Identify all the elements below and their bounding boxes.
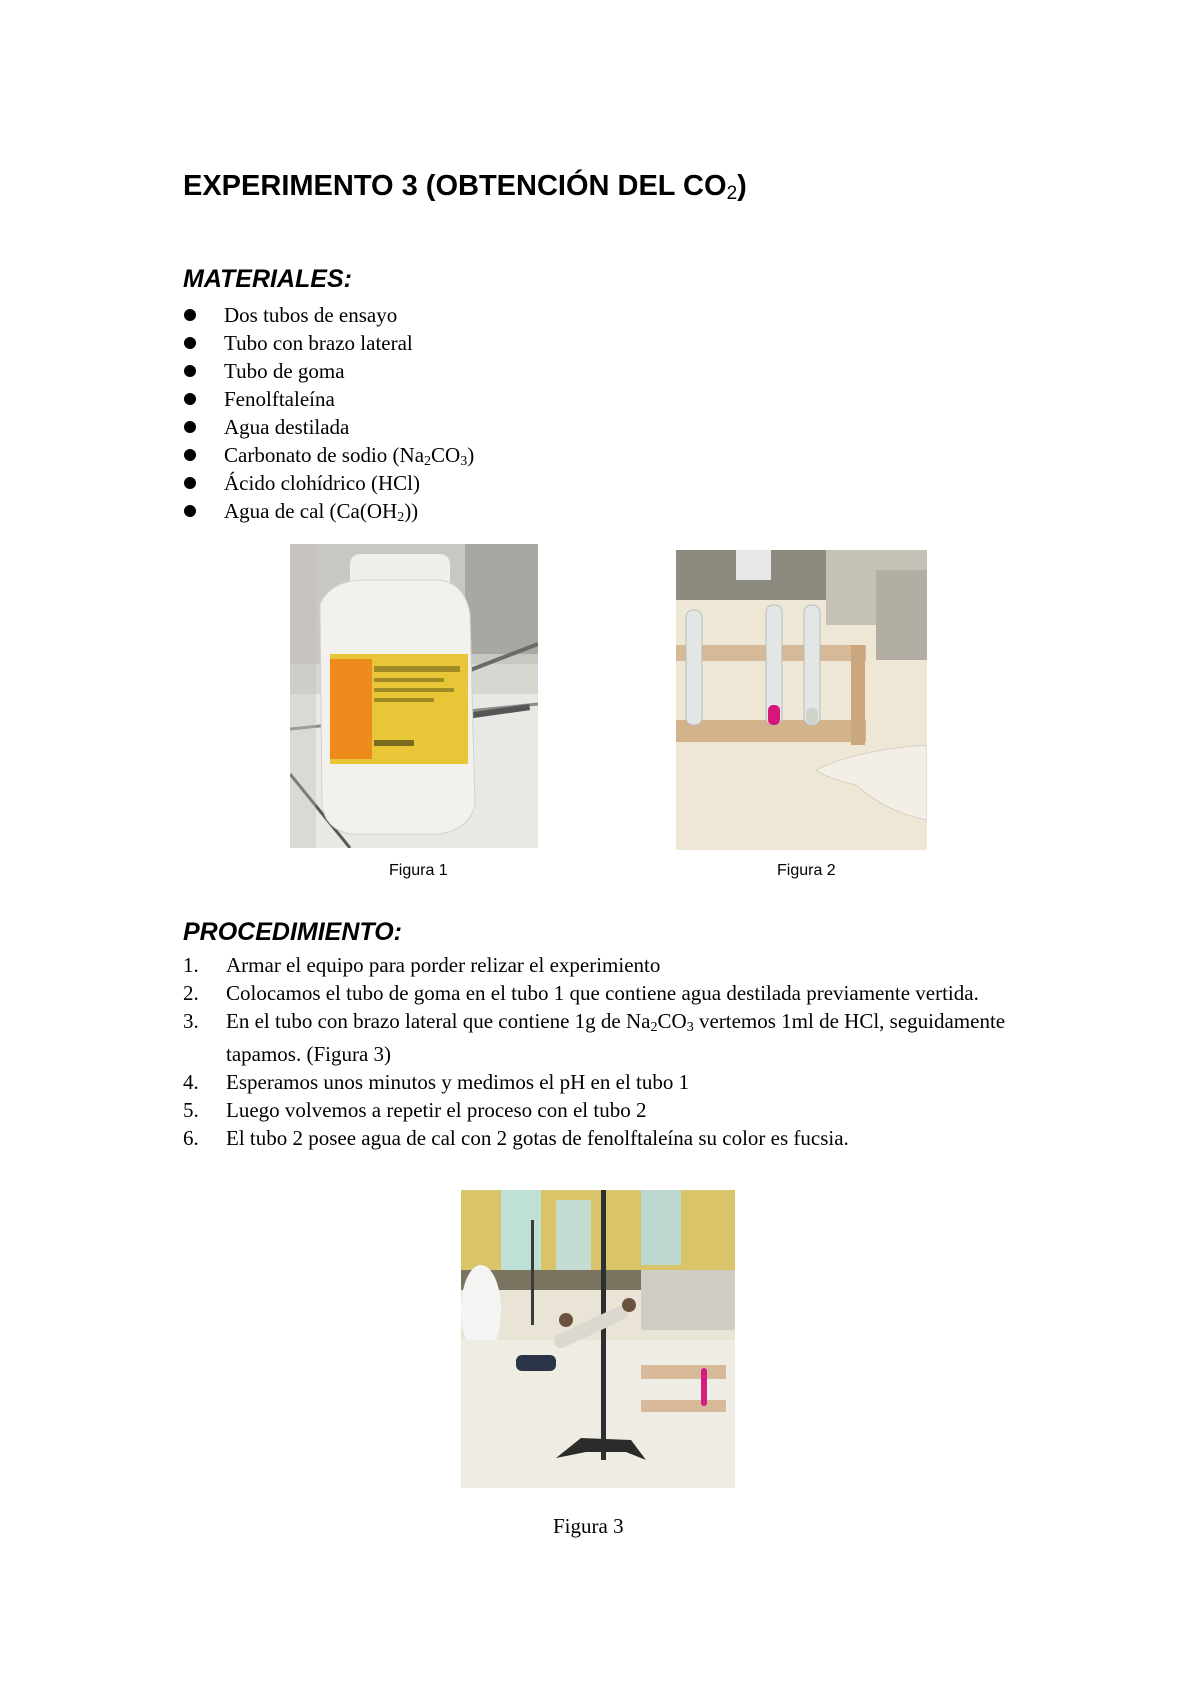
subscript: 2 — [650, 1019, 658, 1035]
list-item-text: Fenolftaleína — [224, 387, 335, 411]
step-text: Luego volvemos a repetir el proceso con el tubo 2 — [226, 1097, 647, 1122]
list-item-text: Agua destilada — [224, 415, 350, 439]
title-subscript: 2 — [726, 183, 738, 204]
subscript: 2 — [424, 454, 432, 469]
text-part: CO — [431, 443, 461, 467]
step-number: 2. — [183, 980, 199, 1005]
bullet-icon — [184, 421, 196, 433]
text-part: En el tubo con brazo lateral que contiene 1g de Na — [226, 1008, 651, 1033]
step-text: El tubo 2 posee agua de cal con 2 gotas de fenolftaleína su color es fucsia. — [226, 1125, 849, 1150]
text-part: Agua de cal (Ca(OH — [224, 499, 398, 523]
reagent-bottle-image — [290, 544, 538, 848]
text-part: ) — [467, 443, 475, 467]
figure-1-caption: Figura 1 — [389, 862, 448, 879]
figure-3-photo — [461, 1190, 735, 1488]
bullet-icon — [184, 477, 196, 489]
list-item — [183, 1125, 1043, 1153]
bullet-icon — [184, 309, 196, 321]
step-text — [226, 1009, 1005, 1067]
bullet-icon — [184, 505, 196, 517]
subscript: 3 — [460, 454, 468, 469]
test-tube-rack-image — [676, 550, 927, 850]
list-item — [183, 1008, 1043, 1070]
text-part: )) — [404, 499, 419, 523]
figure-1-photo — [290, 544, 538, 848]
title-close: ) — [737, 170, 747, 202]
lab-stand-image — [461, 1190, 735, 1488]
figure-3-caption: Figura 3 — [553, 1514, 624, 1538]
text-part: Carbonato de sodio (Na — [224, 443, 425, 467]
bullet-icon — [184, 393, 196, 405]
step-number: 5. — [183, 1097, 199, 1122]
step-number: 3. — [183, 1008, 199, 1033]
subscript: 2 — [397, 510, 405, 525]
list-item — [183, 1069, 1043, 1097]
list-item — [183, 980, 1043, 1008]
figure-2-caption: Figura 2 — [777, 862, 836, 879]
step-number: 6. — [183, 1125, 199, 1150]
list-item-text: Tubo con brazo lateral — [224, 331, 413, 355]
step-number: 1. — [183, 953, 199, 977]
bullet-icon — [184, 449, 196, 461]
subscript: 3 — [686, 1019, 694, 1035]
text-part: CO — [657, 1008, 687, 1033]
procedure-heading: PROCEDIMIENTO: — [183, 918, 402, 946]
list-item — [183, 1097, 1043, 1125]
list-item-text: Dos tubos de ensayo — [224, 303, 398, 327]
step-text: Colocamos el tubo de goma en el tubo 1 que contiene agua destilada previamente vertida. — [226, 980, 979, 1005]
list-item-text — [224, 497, 418, 532]
procedure-list — [183, 952, 1043, 1153]
list-item — [183, 952, 1043, 980]
title-text: EXPERIMENTO 3 (OBTENCIÓN DEL CO — [183, 170, 727, 202]
materials-heading: MATERIALES: — [183, 265, 352, 293]
list-item-text: Tubo de goma — [224, 359, 345, 383]
page-title — [183, 170, 747, 205]
list-item-text: Ácido clohídrico (HCl) — [224, 471, 420, 495]
step-text: Esperamos unos minutos y medimos el pH en el tubo 1 — [226, 1070, 690, 1095]
text-part: vertemos 1ml de HCl, seguidamente tapamos. (Figura 3) — [226, 1008, 1006, 1067]
figure-2-photo — [676, 550, 927, 850]
step-text: Armar el equipo para porder relizar el experimiento — [226, 953, 661, 977]
bullet-icon — [184, 365, 196, 377]
step-number: 4. — [183, 1070, 199, 1095]
bullet-icon — [184, 337, 196, 349]
